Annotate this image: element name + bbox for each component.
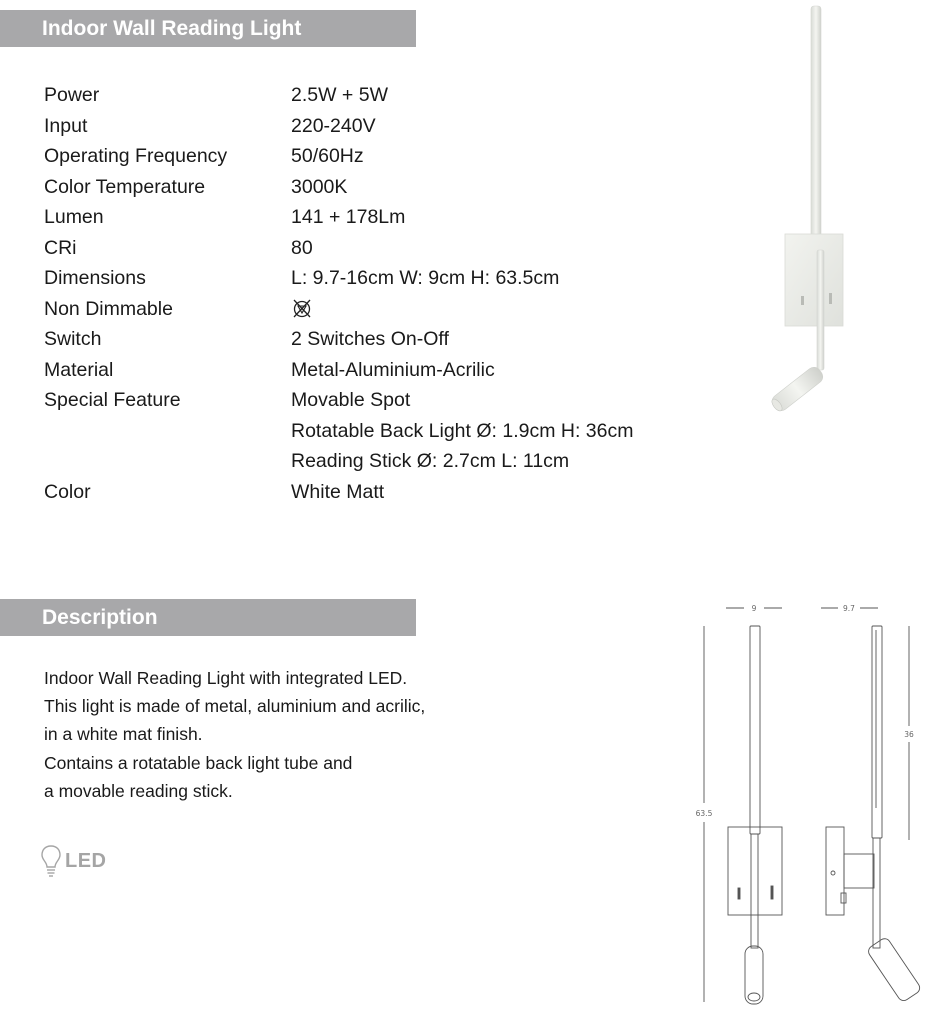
spec-row-material: [44, 355, 724, 386]
spec-value: 2.5W + 5W: [291, 84, 388, 106]
spec-value: 3000K: [291, 175, 348, 198]
spec-row-input: [44, 111, 724, 142]
spec-row-special-feature: [44, 385, 724, 416]
spec-label: [44, 416, 291, 447]
spec-row-lumen: [44, 202, 724, 233]
spec-label: Lumen: [44, 206, 104, 228]
spec-value: 50/60Hz: [291, 145, 364, 167]
spec-row-special-feature-3: [44, 446, 724, 477]
product-image: [755, 2, 865, 432]
description-text: [44, 664, 514, 805]
spec-label: Operating Frequency: [44, 145, 228, 167]
spec-label: Non Dimmable: [44, 297, 173, 320]
spec-row-dimensions: [44, 263, 724, 294]
spec-value: 141 + 178Lm: [291, 206, 406, 228]
dimension-tube-label: 36: [904, 730, 914, 739]
spec-value: [291, 294, 724, 325]
dimension-length-label: 9.7: [843, 604, 855, 613]
spec-label: Special Feature: [44, 389, 181, 411]
spec-label: Dimensions: [44, 267, 146, 289]
spec-value: Movable Spot: [291, 389, 411, 411]
bulb-icon: [40, 844, 62, 878]
spec-label: [44, 446, 291, 477]
spec-value: Reading Stick Ø: 2.7cm L: 11cm: [291, 450, 570, 472]
spec-value: 220-240V: [291, 114, 376, 137]
description-line: Indoor Wall Reading Light with integrated LED.: [44, 668, 408, 688]
description-line: in a white mat finish.: [44, 724, 203, 745]
spec-value: White Matt: [291, 480, 385, 503]
spec-row-special-feature-2: [44, 416, 724, 447]
spec-value: 2 Switches On-Off: [291, 328, 449, 350]
spec-row-power: [44, 80, 724, 111]
spec-value: L: 9.7-16cm W: 9cm H: 63.5cm: [291, 267, 560, 289]
description-line: This light is made of metal, aluminium and acrilic,: [44, 696, 426, 717]
spec-row-cri: [44, 233, 724, 264]
spec-label: Color: [44, 480, 91, 503]
spec-label: Switch: [44, 328, 102, 350]
section-title: Description: [42, 606, 158, 629]
spec-row-frequency: [44, 141, 724, 172]
description-line: Contains a rotatable back light tube and: [44, 752, 353, 773]
section-header-description: [0, 599, 416, 636]
spec-value: 80: [291, 236, 313, 259]
dimension-drawing: [688, 598, 928, 1010]
led-label: LED: [65, 849, 107, 872]
spec-value: Rotatable Back Light Ø: 1.9cm H: 36cm: [291, 419, 634, 442]
dimension-width-label: 9: [751, 604, 757, 613]
spec-row-switch: [44, 324, 724, 355]
non-dimmable-icon: [291, 297, 313, 319]
page-title: Indoor Wall Reading Light: [42, 17, 302, 40]
spec-value: Metal-Aluminium-Acrilic: [291, 358, 495, 381]
spec-row-color: [44, 477, 724, 508]
spec-label: Material: [44, 358, 114, 381]
spec-label: Color Temperature: [44, 175, 206, 198]
section-header-specs: [0, 10, 416, 47]
spec-row-non-dimmable: [44, 294, 724, 325]
spec-table: [44, 80, 724, 507]
spec-label: Input: [44, 114, 88, 137]
spec-label: CRi: [44, 236, 77, 259]
dimension-height-label: 63.5: [695, 809, 713, 818]
spec-row-color-temperature: [44, 172, 724, 203]
spec-label: Power: [44, 84, 100, 106]
description-line: a movable reading stick.: [44, 780, 233, 801]
led-badge: [40, 844, 107, 878]
